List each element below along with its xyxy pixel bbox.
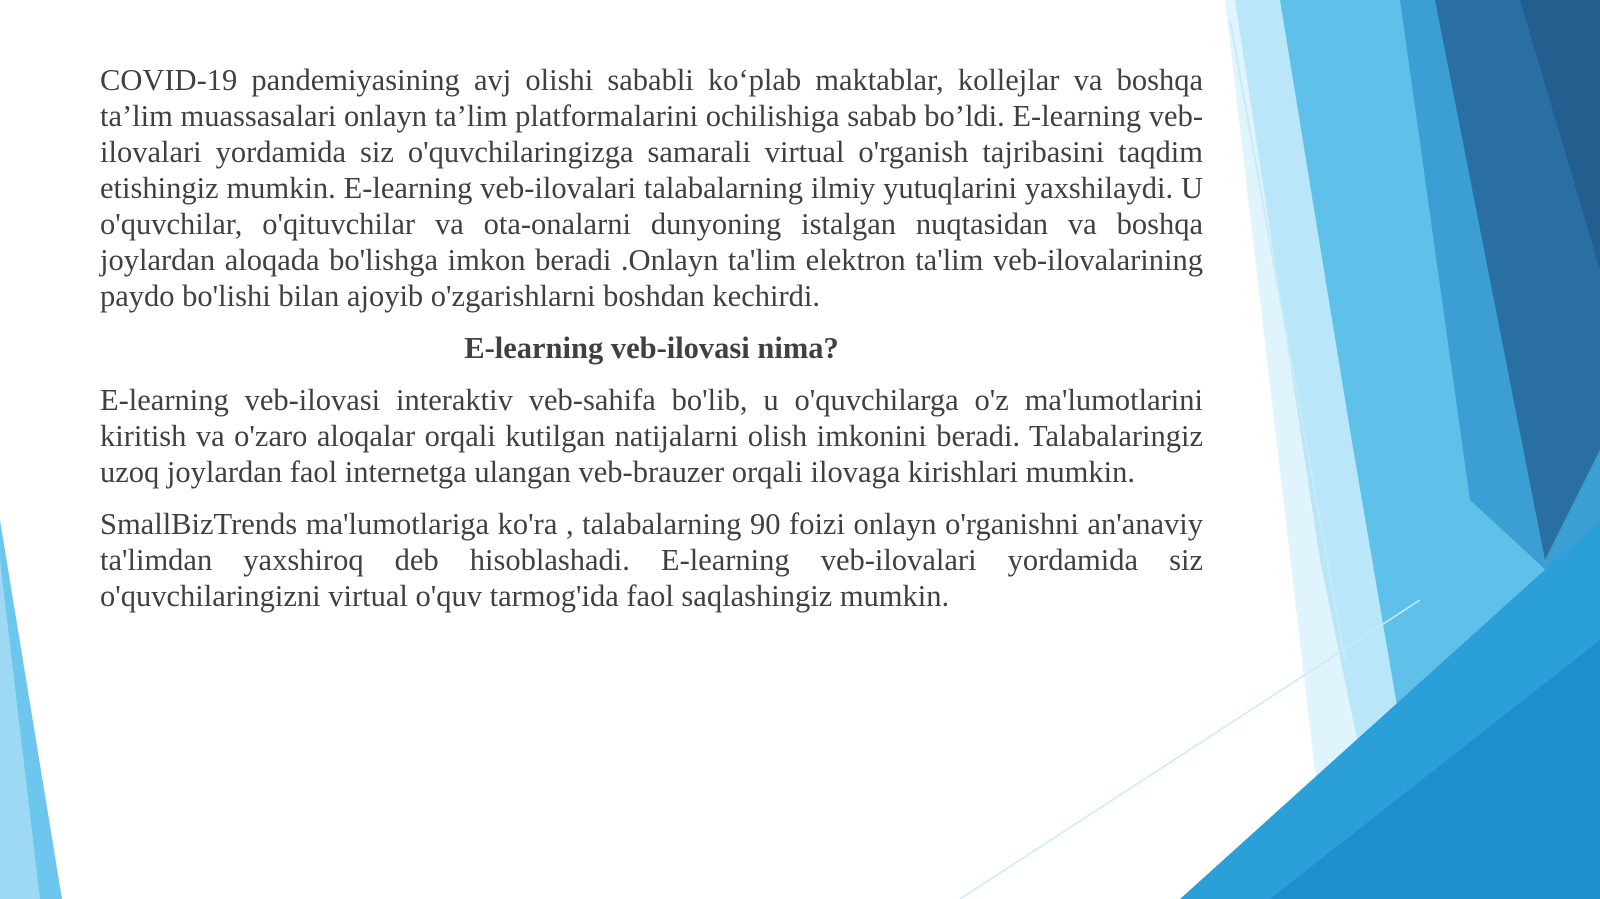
section-heading: E-learning veb-ilovasi nima?: [464, 331, 839, 365]
slide-text-area: [100, 62, 1203, 630]
intro-paragraph: COVID-19 pandemiyasining avj olishi sababli ko‘plab maktablar, kollejlar va boshqa ta’lim muassasalari onlayn ta’lim platformalarini ochilishiga sabab bo’ldi. E-learning veb-ilovalari yordamida siz o'quvchilaringizga samarali virtual o'rganish tajribasini taqdim etishingiz mumkin. E-learning veb-ilovalari talabalarning ilmiy yutuqlarini yaxshilaydi. U o'quvchilar, o'qituvchilar va ota-onalarni dunyoning istalgan nuqtasidan va boshqa joylardan aloqada bo'lishga imkon beradi .Onlayn ta'lim elektron ta'lim veb-ilovalarining paydo bo'lishi bilan ajoyib o'zgarishlarni boshdan kechirdi.: [100, 63, 1203, 313]
statistics-paragraph: SmallBizTrends ma'lumotlariga ko'ra , talabalarning 90 foizi onlayn o'rganishni an'anaviy ta'limdan yaxshiroq deb hisoblashadi. E-learning veb-ilovalari yordamida siz o'quvchilaringizni virtual o'quv tarmog'ida faol saqlashingiz mumkin.: [100, 507, 1203, 613]
definition-paragraph: E-learning veb-ilovasi interaktiv veb-sahifa bo'lib, u o'quvchilarga o'z ma'lumotlarini kiritish va o'zaro aloqalar orqali kutilgan natijalarni olish imkonini beradi. Talabalaringiz uzoq joylardan faol internetga ulangan veb-brauzer orqali ilovaga kirishlari mumkin.: [100, 383, 1203, 489]
